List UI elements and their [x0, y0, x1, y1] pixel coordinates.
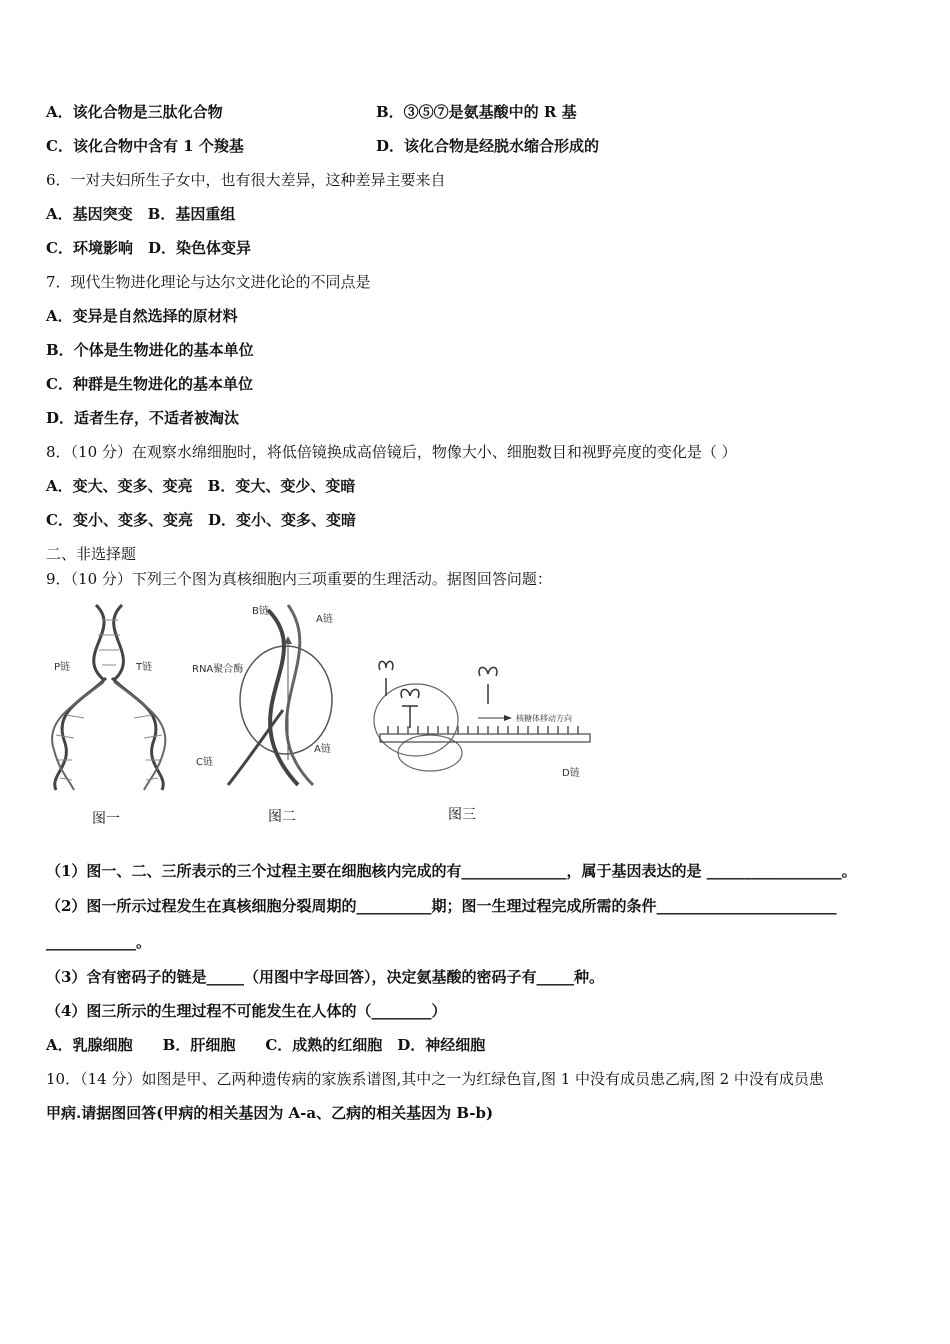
q9-stem: 9．（10 分）下列三个图为真核细胞内三项重要的生理活动。据图回答问题： [46, 570, 552, 588]
q10-stem-line1-text: 10．（14 分）如图是甲、乙两种遗传病的家族系谱图,其中之一为红绿色盲,图 1 中没有成员患乙病,图 2 中没有成员患 [46, 1070, 824, 1088]
q7-option-c: C．种群是生物进化的基本单位 [46, 375, 253, 393]
q9-sub2-line1: （2）图一所示过程发生在真核细胞分裂周期的__________期；图一生理过程完成所需的条件________________________ [46, 897, 837, 915]
fig2-caption: 图二 [268, 809, 296, 825]
q9-sub2-line2: ____________。 [46, 933, 152, 951]
fig3-label-ribosome-direction: 核糖体移动方向 [516, 714, 572, 723]
fig2-label-a-strand-top: A链 [316, 614, 333, 625]
fig2-label-rna-polymerase: RNA聚合酶 [192, 664, 244, 675]
q9-sub1: （1）图一、二、三所表示的三个过程主要在细胞核内完成的有______________，属于基因表达的是 __________________。 [46, 862, 857, 880]
fig3-label-d-strand: D链 [562, 768, 580, 779]
q5-option-c: C．该化合物中含有 1 个羧基 [46, 137, 244, 155]
q9-sub4: （4）图三所示的生理过程不可能发生在人体的（________） [46, 1002, 447, 1020]
fig1-label-p-strand: P链 [54, 662, 71, 673]
q5-option-d: D．该化合物是经脱水缩合形成的 [376, 137, 600, 155]
section-heading: 二、非选择题 [46, 545, 137, 563]
fig2-label-a-strand-bottom: A链 [314, 744, 331, 755]
q7-stem: 7．现代生物进化理论与达尔文进化论的不同点是 [46, 273, 371, 291]
q5-option-a: A．该化合物是三肽化合物 [46, 103, 223, 121]
fig2-label-b-strand: B链 [252, 606, 269, 617]
q7-option-b: B．个体是生物进化的基本单位 [46, 341, 254, 359]
fig3-caption: 图三 [448, 807, 476, 823]
q7-option-d: D．适者生存，不适者被淘汰 [46, 409, 240, 427]
q9-sub3: （3）含有密码子的链是_____（用图中字母回答），决定氨基酸的密码子有_____种。 [46, 968, 604, 986]
q6-options-ab: A．基因突变 B．基因重组 [46, 205, 236, 223]
figure-3-translation [358, 648, 598, 788]
q10-stem-line1 [46, 1069, 824, 1089]
q6-options-cd: C．环境影响 D．染色体变异 [46, 239, 251, 257]
q8-stem: 8．（10 分）在观察水绵细胞时，将低倍镜换成高倍镜后，物像大小、细胞数目和视野亮度的变化是（ ） [46, 443, 737, 461]
fig2-label-c-strand: C链 [196, 757, 213, 768]
figure-1-dna-replication [44, 600, 174, 795]
fig1-caption: 图一 [92, 811, 120, 827]
q8-options-cd: C．变小、变多、变亮 D．变小、变多、变暗 [46, 511, 356, 529]
q6-stem: 6．一对夫妇所生子女中，也有很大差异，这种差异主要来自 [46, 171, 446, 189]
q8-options-ab: A．变大、变多、变亮 B．变大、变少、变暗 [46, 477, 356, 495]
q10-stem-line2: 甲病.请据图回答(甲病的相关基因为 A-a、乙病的相关基因为 B-b) [46, 1104, 494, 1122]
q7-option-a: A．变异是自然选择的原材料 [46, 307, 238, 325]
q5-option-b: B．③⑤⑦是氨基酸中的 R 基 [376, 103, 577, 121]
q9-sub4-options: A．乳腺细胞 B．肝细胞 C．成熟的红细胞 D．神经细胞 [46, 1036, 486, 1054]
fig1-label-t-strand: T链 [136, 662, 153, 673]
figure-2-transcription [188, 600, 358, 790]
